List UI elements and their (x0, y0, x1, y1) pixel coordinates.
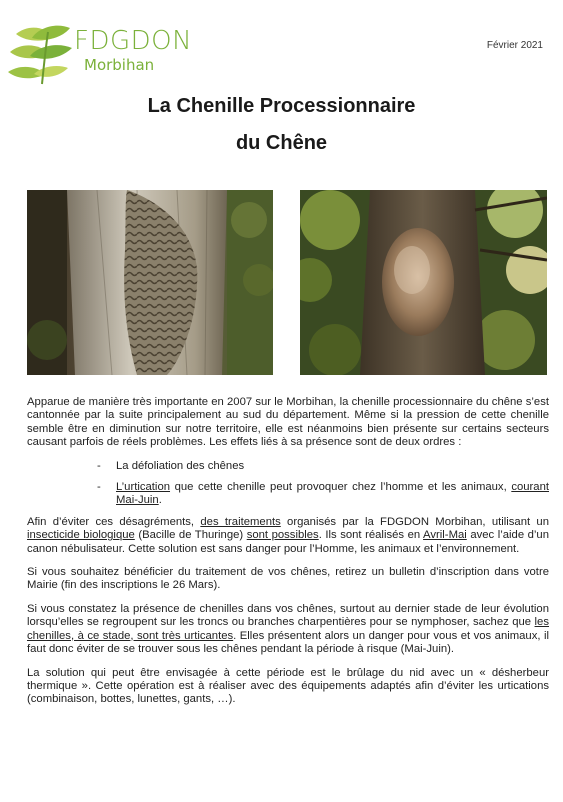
underlined-text: des traitements (200, 515, 281, 528)
underlined-text: courant Mai-Juin (116, 481, 549, 507)
list-item-text: La défoliation des chênes (116, 459, 245, 472)
text-span: avec l’aide d’un canon nébulisateur. Cette solution est sans danger pour l’Homme, les animaux et l’environnement. (27, 529, 549, 555)
text-span: Si vous constatez la présence de chenilles dans vos chênes, surtout au dernier stade de leur évolution lorsqu’elles se regroupent sur les troncs ou branches charpentières pour se nymphoser, sachez que (27, 602, 549, 629)
bullet-dash: - (97, 459, 101, 472)
text-span: (Bacille de Thuringe) (134, 529, 247, 542)
underlined-text: sont possibles (246, 529, 319, 542)
underlined-text: les chenilles, à ce stade, sont très urticantes (27, 616, 549, 642)
registration-paragraph: Si vous souhaitez bénéficier du traitement de vos chênes, retirez un bulletin d’inscription dans votre Mairie (fin des inscriptions le 26 Mars). (27, 566, 549, 592)
page-title-line-2: du Chêne (235, 132, 328, 154)
warning-paragraph (27, 603, 549, 657)
effects-list (27, 460, 549, 508)
bullet-dash: - (97, 481, 101, 494)
list-item (97, 460, 549, 473)
solution-paragraph: La solution qui peut être envisagée à cette période est le brûlage du nid avec un « désherbeur thermique ». Cette opération est à réaliser avec des équipements adaptés afin d’éviter les urtications (combinaison, bottes, lunettes, gants, …). (27, 666, 549, 706)
underlined-text: insecticide biologique (27, 529, 135, 542)
underlined-text: L’urtication (116, 481, 171, 494)
text-span: . Elles présentent alors un danger pour vous et vos animaux, il faut donc éviter de se trouver sous les chênes pendant la période à risque (Mai-Juin). (27, 629, 550, 656)
logo-subtitle: Morbihan (84, 56, 155, 74)
fdgdon-logo (8, 20, 198, 86)
text-span: Afin d’éviter ces désagréments, (27, 515, 201, 528)
list-item-text: . (158, 494, 162, 507)
logo-name: FDGDON (74, 26, 193, 56)
text-span: organisés par la FDGDON Morbihan, utilisant un (280, 515, 549, 528)
treatment-paragraph (27, 516, 549, 556)
body-text (27, 396, 549, 717)
intro-paragraph: Apparue de manière très importante en 2007 sur le Morbihan, la chenille processionnaire du chêne s’est cantonnée par la suite principalement au sud du département. Même si la pression de cette chenille semble être en diminution sur notre territoire, elle est néanmoins bien présente sur certains secteurs causant parfois de réels problèmes. Les effets liés à sa présence sont de deux ordres : (27, 396, 549, 449)
text-span: . Ils sont réalisés en (318, 529, 424, 542)
leaf-sprout-icon (8, 20, 78, 86)
page-title-line-1: La Chenille Processionnaire (147, 95, 416, 117)
list-item-text: que cette chenille peut provoquer chez l’homme et les animaux, (170, 481, 512, 494)
underlined-text: Avril-Mai (423, 529, 467, 542)
list-item (97, 481, 549, 508)
photo-nest-on-oak (300, 190, 547, 375)
photo-caterpillars-on-trunk (27, 190, 273, 375)
document-date: Février 2021 (486, 40, 543, 51)
